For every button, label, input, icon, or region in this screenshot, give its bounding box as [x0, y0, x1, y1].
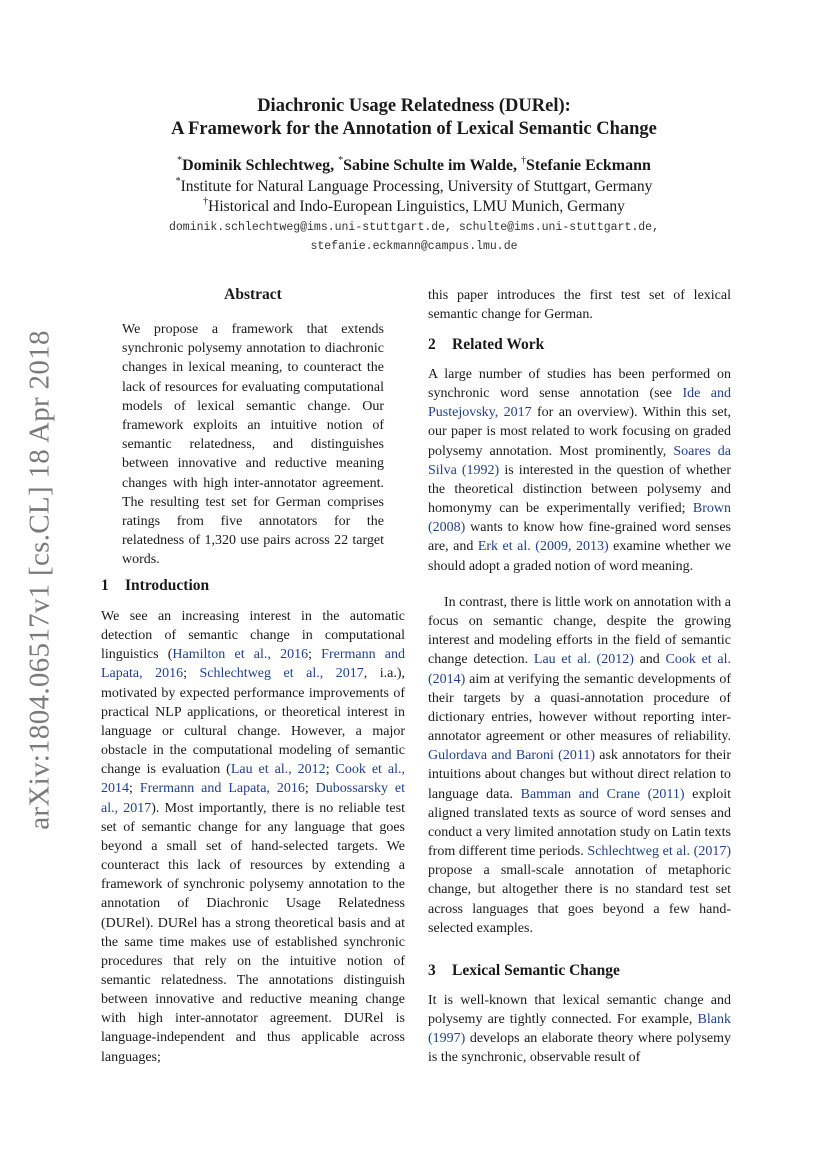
- section-heading-lexical-semantic-change: [428, 962, 731, 980]
- citation-link[interactable]: Blank (1997): [428, 1012, 731, 1047]
- text-run: ;: [325, 762, 336, 778]
- text-run: ;: [308, 647, 322, 663]
- abstract-heading: Abstract: [224, 286, 282, 303]
- related-work-paragraph-1: [428, 365, 731, 576]
- text-run: examine whether we should adopt a graded notion of word meaning.: [428, 539, 731, 574]
- text-run: for an overview). Within this set, our paper is most related to work focusing on graded polysemy annotation. Most prominently,: [428, 405, 731, 459]
- related-work-paragraph-2: [428, 593, 731, 938]
- section-title: Introduction: [125, 577, 210, 594]
- citation-link[interactable]: Cook et al., 2014: [101, 762, 406, 797]
- author-list: [0, 157, 828, 175]
- citation-link[interactable]: Frermann and Lapata, 2016: [139, 781, 305, 797]
- arxiv-watermark: [16, 300, 64, 860]
- text-run: ). Most importantly, there is no reliable test set of semantic change for any language that goes beyond a small set of hand-selected targets. We counteract this lack of resources by extending a framework of synchronic polysemy annotation to the annotation of Diachronic Usage Relatedness (DURel). DURel has a strong theoretical basis and at the same time makes use of established synchronic procedures that rely on the intuitive notion of semantic relatedness. The annotations distinguish between innovative and reductive meaning change with high inter-annotator agreement. DURel is language-independent and thus applicable across languages;: [101, 800, 405, 1065]
- text-run: develops an elaborate theory where polysemy is the synchronic, observable result of: [428, 1031, 731, 1066]
- section-number: 1: [101, 577, 109, 594]
- citation-link[interactable]: Erk et al. (2009, 2013): [477, 539, 609, 555]
- abstract-text: We propose a framework that extends synchronic polysemy annotation to diachronic changes in lexical meaning, to counteract the lack of resources for evaluating computational models of lexical semantic change. Our framework exploits an intuitive notion of semantic relatedness, and distinguishes between innovative and reductive meaning changes with high inter-annotator agreement. The resulting test set for German comprises ratings from five annotators for the relatedness of 1,320 use pairs across 22 target words.: [122, 322, 384, 568]
- lexical-semantic-change-paragraph: [428, 991, 731, 1068]
- text-run: We see an increasing interest in the automatic detection of semantic change in computational linguistics (: [101, 609, 405, 663]
- citation-link[interactable]: Gulordava and Baroni (2011): [428, 748, 595, 764]
- text-run: A large number of studies has been performed on synchronic word sense annotation (see: [428, 367, 731, 402]
- citation-link[interactable]: Schlechtweg et al. (2017): [587, 844, 731, 860]
- section-title: Related Work: [452, 336, 545, 353]
- citation-link[interactable]: Hamilton et al., 2016: [172, 647, 309, 663]
- affiliation-mark: *: [175, 176, 181, 187]
- citation-link[interactable]: Lau et al. (2012): [533, 652, 634, 668]
- section-title: Lexical Semantic Change: [452, 962, 620, 979]
- author-mark: *: [338, 155, 344, 166]
- text-run: ;: [304, 781, 316, 797]
- affiliation: [0, 178, 828, 196]
- citation-link[interactable]: Soares da Silva (1992): [428, 443, 731, 478]
- paper-title-line-1: Diachronic Usage Relatedness (DURel):: [257, 96, 571, 116]
- section-number: 2: [428, 336, 436, 353]
- text-run: In contrast, there is little work on annotation with a focus on semantic change, despite the growing interest and modeling efforts in the field of semantic change detection.: [428, 595, 731, 668]
- affiliation-mark: †: [203, 196, 209, 207]
- citation-link[interactable]: Lau et al., 2012: [230, 762, 326, 778]
- text-run: aim at verifying the semantic developments of their targets by a quasi-annotation procedure of dictionary entries, however without reporting inter-annotator agreement or other measures of reliability.: [428, 671, 731, 745]
- introduction-paragraph: [101, 607, 405, 1067]
- email-line[interactable]: dominik.schlechtweg@ims.uni-stuttgart.de, schulte@ims.uni-stuttgart.de,: [169, 221, 659, 234]
- section-heading-introduction: [101, 577, 405, 595]
- author-mark: †: [521, 155, 527, 166]
- text-run: wants to know how fine-grained word senses are, and: [428, 520, 731, 555]
- citation-link[interactable]: Dubossarsky et al., 2017: [101, 781, 406, 816]
- text-run: is interested in the question of whether the theoretical distinction between polysemy and homonymy can be experimentally verified;: [428, 462, 731, 517]
- affiliation-text: Institute for Natural Language Processing, University of Stuttgart, Germany: [180, 178, 653, 195]
- citation-link[interactable]: Cook et al. (2014): [428, 652, 732, 687]
- text-run: and: [633, 652, 666, 668]
- affiliation: [0, 198, 828, 216]
- text-run: propose a small-scale annotation of metaphoric change, but altogether there is no standard test set across languages that goes beyond a few hand-selected examples.: [428, 863, 731, 936]
- text-run: ask annotators for their intuitions about changes but without direct relation to language data.: [428, 748, 731, 802]
- arxiv-id: arXiv:1804.06517v1 [cs.CL] 18 Apr 2018: [23, 330, 56, 830]
- section-heading-related-work: [428, 336, 731, 354]
- author-mark: *: [177, 155, 183, 166]
- citation-link[interactable]: Frermann and Lapata, 2016: [101, 647, 405, 682]
- citation-link[interactable]: Bamman and Crane (2011): [520, 786, 685, 802]
- text-run: , i.a.), motivated by expected performance improvements of practical NLP applications, or theoretical interest in language or cultural change. However, a major obstacle in the computational modeling of semantic change is evaluation (: [101, 666, 405, 778]
- author-name: Stefanie Eckmann: [526, 157, 651, 174]
- text-run: exploit aligned translated texts as source of word senses and conduct a very limited annotation study on Latin texts from different time periods.: [428, 786, 731, 860]
- continued-paragraph: this paper introduces the first test set of lexical semantic change for German.: [428, 288, 731, 323]
- citation-link[interactable]: Schlechtweg et al., 2017: [199, 666, 364, 682]
- paper-title-line-2: A Framework for the Annotation of Lexical Semantic Change: [171, 119, 657, 139]
- section-number: 3: [428, 962, 436, 979]
- affiliation-text: Historical and Indo-European Linguistics, LMU Munich, Germany: [208, 198, 625, 215]
- citation-link[interactable]: Ide and Pustejovsky, 2017: [428, 386, 731, 421]
- author-name: Dominik Schlechtweg,: [182, 157, 339, 174]
- text-run: ;: [183, 666, 200, 682]
- author-name: Sabine Schulte im Walde,: [343, 157, 522, 174]
- citation-link[interactable]: Brown (2008): [428, 501, 731, 536]
- text-run: ;: [129, 781, 140, 797]
- email-line[interactable]: stefanie.eckmann@campus.lmu.de: [310, 240, 518, 253]
- text-run: It is well-known that lexical semantic change and polysemy are tightly connected. For example,: [428, 993, 731, 1028]
